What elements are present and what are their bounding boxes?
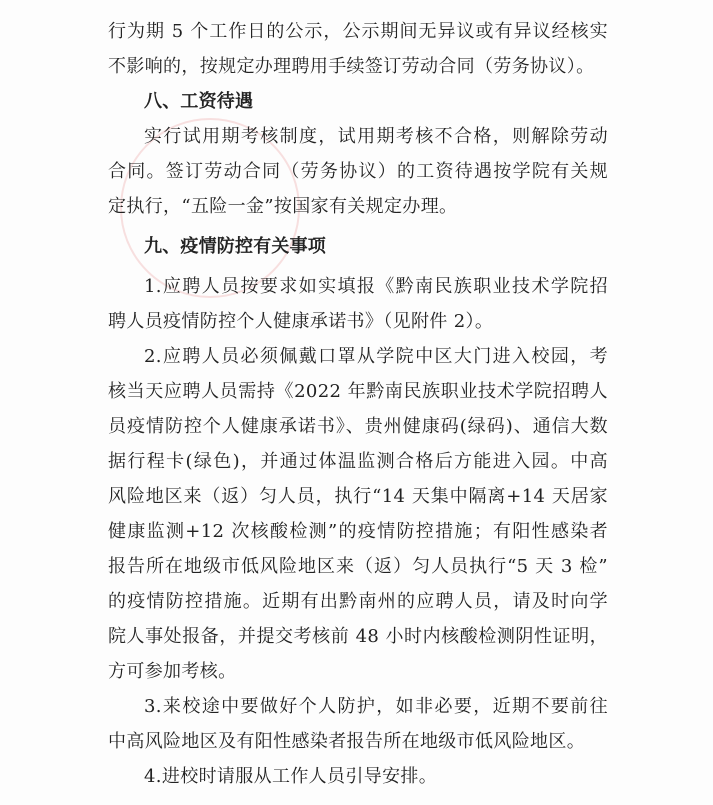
text-line-17: 的疫情防控措施。近期有出黔南州的应聘人员，请及时向学 bbox=[108, 591, 608, 612]
text-line-5: 合同。签订劳动合同（劳务协议）的工资待遇按学院有关规 bbox=[108, 161, 608, 182]
text-line-2: 不影响的，按规定办理聘用手续签订劳动合同（劳务协议）。 bbox=[108, 56, 595, 77]
text-line-13: 据行程卡(绿色)，并通过体温监测合格后方能进入园。中高 bbox=[108, 451, 608, 472]
text-line-15: 健康监测+12 次核酸检测”的疫情防控措施；有阳性感染者 bbox=[108, 521, 608, 542]
text-line-9: 聘人员疫情防控个人健康承诺书》（见附件 2）。 bbox=[108, 311, 494, 332]
text-line-6: 定执行，“五险一金”按国家有关规定办理。 bbox=[108, 196, 458, 217]
text-line-10: 2.应聘人员必须佩戴口罩从学院中区大门进入校园，考 bbox=[144, 346, 608, 367]
text-line-20: 3.来校途中要做好个人防护，如非必要，近期不要前往 bbox=[144, 696, 608, 717]
document-body bbox=[108, 14, 608, 794]
text-line-16: 报告所在地级市低风险地区来（返）匀人员执行“5 天 3 检” bbox=[108, 556, 608, 577]
text-line-18: 院人事处报备，并提交考核前 48 小时内核酸检测阴性证明， bbox=[108, 626, 608, 647]
text-line-14: 风险地区来（返）匀人员，执行“14 天集中隔离+14 天居家 bbox=[108, 486, 608, 507]
text-line-4: 实行试用期考核制度，试用期考核不合格，则解除劳动 bbox=[144, 126, 608, 147]
text-line-8: 1.应聘人员按要求如实填报《黔南民族职业技术学院招 bbox=[144, 276, 608, 297]
text-line-21: 中高风险地区及有阳性感染者报告所在地级市低风险地区。 bbox=[108, 731, 586, 752]
text-line-19: 方可参加考核。 bbox=[108, 661, 237, 682]
text-line-22: 4.进校时请服从工作人员引导安排。 bbox=[144, 766, 438, 787]
text-line-12: 员疫情防控个人健康承诺书》、贵州健康码(绿码)、通信大数 bbox=[108, 416, 608, 437]
section-heading-8: 八、工资待遇 bbox=[144, 91, 254, 112]
text-line-1: 行为期 5 个工作日的公示，公示期间无异议或有异议经核实 bbox=[108, 21, 608, 42]
text-line-11: 核当天应聘人员需持《2022 年黔南民族职业技术学院招聘人 bbox=[108, 381, 608, 402]
section-heading-9: 九、疫情防控有关事项 bbox=[144, 236, 326, 257]
